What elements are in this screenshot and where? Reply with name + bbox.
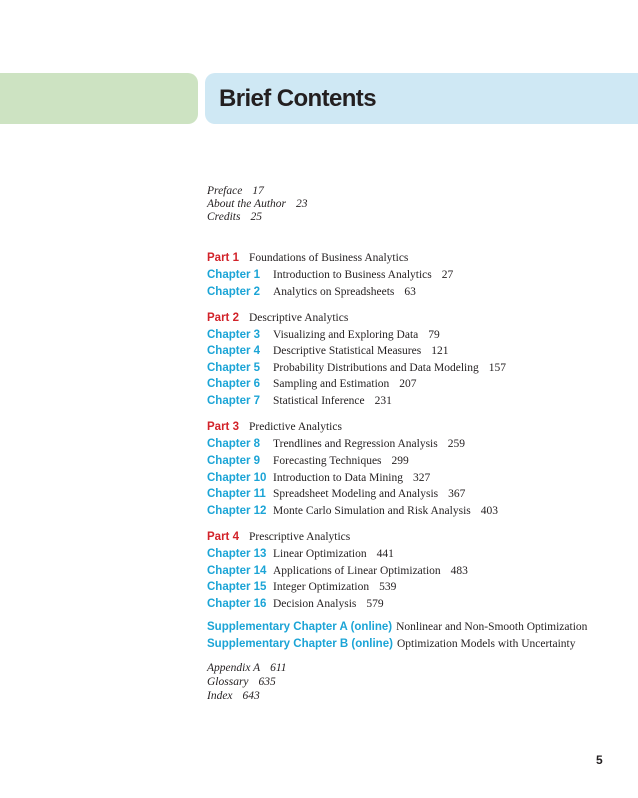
page-ref: 17 — [252, 185, 264, 197]
supplementary-label: Supplementary Chapter B (online) — [207, 638, 393, 650]
chapter-entry[interactable] — [207, 282, 416, 299]
page-ref: 231 — [374, 395, 392, 407]
chapter-label: Chapter 4 — [207, 345, 261, 357]
chapter-title: Probability Distributions and Data Modeling — [273, 362, 479, 374]
page-ref: 643 — [242, 690, 260, 702]
chapter-entry[interactable] — [207, 358, 506, 375]
page-ref: 27 — [441, 269, 454, 281]
part-title: Descriptive Analytics — [249, 312, 349, 324]
front-matter-item[interactable] — [207, 210, 262, 224]
supplementary-entry[interactable] — [207, 634, 575, 651]
part-label: Part 3 — [207, 421, 239, 433]
chapter-entry[interactable] — [207, 341, 448, 358]
chapter-label: Chapter 2 — [207, 286, 261, 298]
chapter-entry[interactable] — [207, 451, 409, 468]
chapter-entry[interactable] — [207, 561, 468, 578]
chapter-label: Chapter 14 — [207, 565, 267, 577]
header-left-tab — [0, 73, 198, 124]
chapter-title: Applications of Linear Optimization — [273, 565, 441, 577]
chapter-entry[interactable] — [207, 501, 498, 518]
part-heading[interactable] — [207, 308, 348, 325]
chapter-label: Chapter 11 — [207, 488, 266, 500]
chapter-entry[interactable] — [207, 265, 453, 282]
chapter-entry[interactable] — [207, 544, 394, 561]
part-label: Part 4 — [207, 531, 239, 543]
part-label: Part 2 — [207, 312, 239, 324]
chapter-title: Analytics on Spreadsheets — [273, 286, 395, 298]
chapter-entry[interactable] — [207, 391, 392, 408]
chapter-title: Spreadsheet Modeling and Analysis — [273, 488, 439, 500]
supplementary-entry[interactable] — [207, 617, 587, 634]
chapter-label: Chapter 1 — [207, 269, 261, 281]
page-ref: 259 — [447, 438, 465, 450]
page-title: Brief Contents — [219, 85, 376, 112]
page-ref: 63 — [404, 286, 416, 298]
back-matter-item[interactable] — [207, 675, 276, 689]
page-ref: 483 — [450, 565, 468, 577]
front-matter-label: Credits — [207, 211, 241, 223]
chapter-entry[interactable] — [207, 484, 465, 501]
part-title: Prescriptive Analytics — [249, 531, 351, 543]
chapter-entry[interactable] — [207, 434, 465, 451]
page-ref: 367 — [448, 488, 466, 500]
page-ref: 157 — [488, 362, 506, 374]
chapter-label: Chapter 3 — [207, 329, 261, 341]
chapter-title: Introduction to Business Analytics — [273, 269, 432, 281]
front-matter-label: Preface — [207, 185, 243, 197]
chapter-label: Chapter 8 — [207, 438, 261, 450]
chapter-label: Chapter 12 — [207, 505, 267, 517]
chapter-title: Statistical Inference — [273, 395, 365, 407]
chapter-title: Trendlines and Regression Analysis — [273, 438, 438, 450]
page-ref: 611 — [270, 662, 287, 674]
page-ref: 579 — [366, 598, 384, 610]
chapter-label: Chapter 10 — [207, 472, 267, 484]
supplementary-title: Nonlinear and Non-Smooth Optimization — [396, 621, 588, 633]
chapter-label: Chapter 16 — [207, 598, 267, 610]
page-ref: 207 — [399, 378, 417, 390]
chapter-title: Monte Carlo Simulation and Risk Analysis — [273, 505, 471, 517]
back-matter-label: Index — [207, 690, 233, 702]
page-ref: 327 — [413, 472, 431, 484]
part-label: Part 1 — [207, 252, 239, 264]
part-heading[interactable] — [207, 248, 408, 265]
part-heading[interactable] — [207, 417, 342, 434]
front-matter-label: About the Author — [207, 198, 287, 210]
chapter-entry[interactable] — [207, 577, 396, 594]
chapter-title: Decision Analysis — [273, 598, 357, 610]
part-heading[interactable] — [207, 527, 350, 544]
page-ref: 25 — [250, 211, 262, 223]
part-title: Predictive Analytics — [249, 421, 342, 433]
chapter-label: Chapter 13 — [207, 548, 267, 560]
chapter-title: Integer Optimization — [273, 581, 370, 593]
back-matter-item[interactable] — [207, 689, 260, 703]
chapter-entry[interactable] — [207, 374, 417, 391]
page-number: 5 — [596, 753, 603, 767]
chapter-title: Descriptive Statistical Measures — [273, 345, 422, 357]
chapter-label: Chapter 5 — [207, 362, 261, 374]
front-matter-item[interactable] — [207, 197, 308, 211]
page-ref: 441 — [376, 548, 394, 560]
chapter-label: Chapter 6 — [207, 378, 261, 390]
back-matter-label: Appendix A — [207, 662, 261, 674]
supplementary-title: Optimization Models with Uncertainty — [396, 638, 576, 650]
chapter-entry[interactable] — [207, 468, 430, 485]
chapter-title: Linear Optimization — [273, 548, 367, 560]
chapter-title: Forecasting Techniques — [273, 455, 382, 467]
chapter-title: Sampling and Estimation — [273, 378, 390, 390]
page-ref: 299 — [391, 455, 409, 467]
part-title: Foundations of Business Analytics — [249, 252, 409, 264]
chapter-label: Chapter 15 — [207, 581, 267, 593]
chapter-label: Chapter 7 — [207, 395, 261, 407]
chapter-title: Visualizing and Exploring Data — [273, 329, 419, 341]
back-matter-item[interactable] — [207, 661, 287, 675]
page-ref: 539 — [379, 581, 397, 593]
chapter-entry[interactable] — [207, 325, 440, 342]
chapter-entry[interactable] — [207, 594, 384, 611]
page-ref: 121 — [431, 345, 449, 357]
page-ref: 23 — [296, 198, 308, 210]
supplementary-label: Supplementary Chapter A (online) — [207, 621, 393, 633]
back-matter-label: Glossary — [207, 676, 249, 688]
chapter-title: Introduction to Data Mining — [273, 472, 403, 484]
front-matter-item[interactable] — [207, 184, 264, 198]
page-ref: 79 — [428, 329, 440, 341]
page-ref: 635 — [258, 676, 276, 688]
chapter-label: Chapter 9 — [207, 455, 261, 467]
page-ref: 403 — [480, 505, 498, 517]
